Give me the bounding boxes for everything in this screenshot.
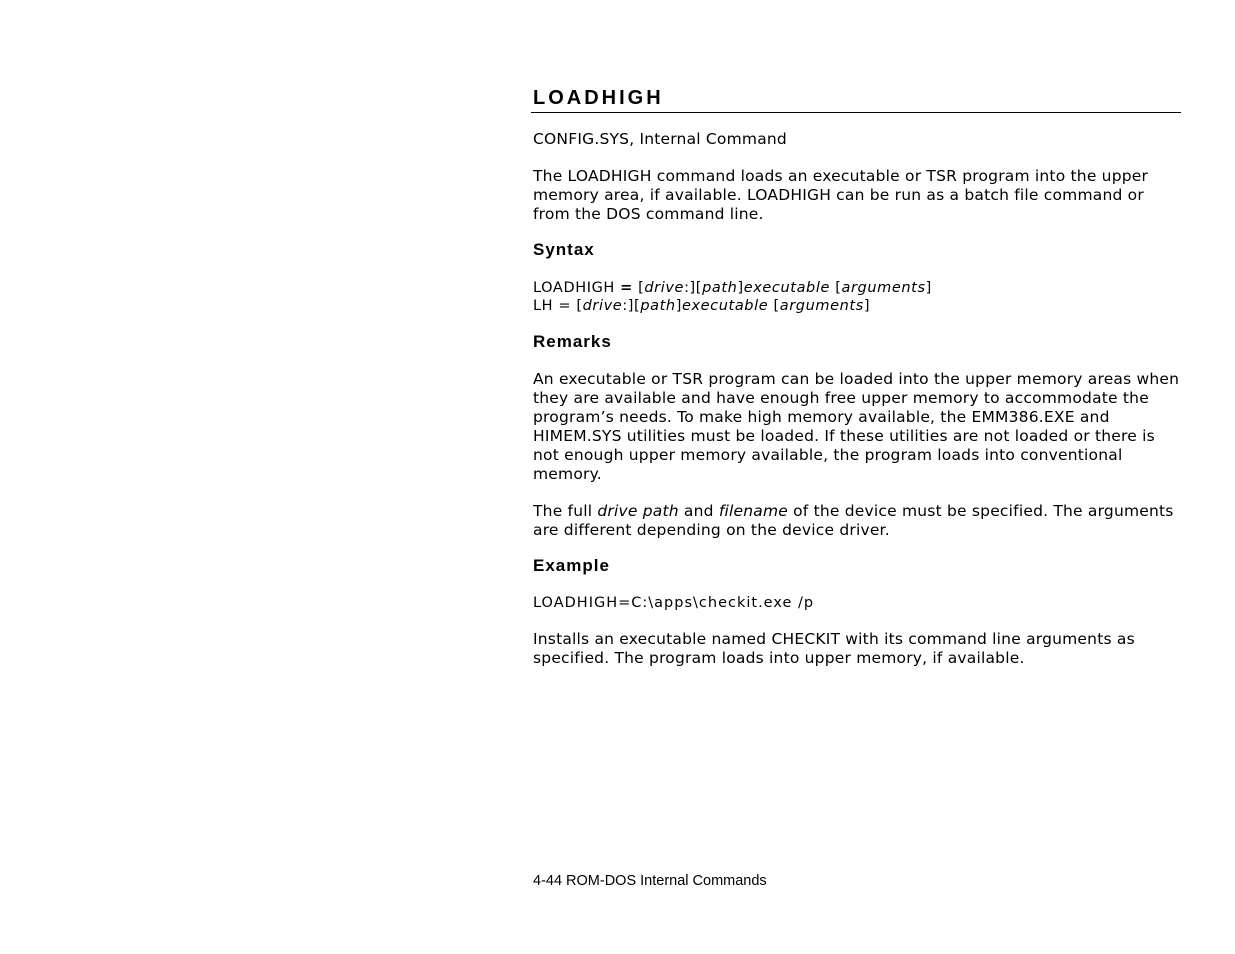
syntax-cmd: LOADHIGH	[533, 280, 621, 296]
remarks-text: of the device must be specified. The arguments are different depending on the device driver.	[533, 502, 1174, 539]
syntax-line-loadhigh	[533, 279, 1181, 297]
remarks-text: The full	[533, 502, 598, 520]
command-type: CONFIG.SYS, Internal Command	[533, 130, 787, 148]
syntax-executable: executable	[681, 298, 769, 314]
remarks-heading: Remarks	[533, 332, 612, 351]
syntax-line-lh	[533, 297, 1181, 315]
syntax-bracket: [	[830, 280, 842, 296]
syntax-bracket: ]	[675, 298, 682, 314]
syntax-arguments: arguments	[779, 298, 864, 314]
syntax-heading: Syntax	[533, 240, 595, 259]
syntax-bracket: ]	[863, 298, 871, 314]
syntax-path: path	[640, 298, 676, 314]
intro-paragraph: The LOADHIGH command loads an executable or TSR program into the upper memory area, if available. LOADHIGH can be run as a batch file command or from the DOS command line.	[533, 167, 1149, 223]
syntax-path: path	[702, 280, 738, 296]
page-footer: 4-44 ROM-DOS Internal Commands	[533, 873, 767, 889]
syntax-equals: =	[620, 280, 633, 296]
remarks-text: and	[678, 502, 719, 520]
remarks-paragraph: An executable or TSR program can be loaded into the upper memory areas when they are available and have enough free upper memory to accommodate the program’s needs. To make high memory available, the EMM386.EXE and HIMEM.SYS utilities must be loaded. If these utilities are not loaded or there is not enough upper memory available, the program loads into conventional memory.	[533, 370, 1180, 483]
syntax-bracket: ]	[737, 280, 744, 296]
example-code: LOADHIGH=C:\apps\checkit.exe /p	[533, 595, 815, 611]
syntax-cmd: LH = [	[533, 298, 583, 314]
drive-path-term: drive path	[597, 502, 679, 520]
filename-term: filename	[718, 502, 788, 520]
syntax-bracket: [	[632, 280, 645, 296]
syntax-bracket: :][	[622, 298, 641, 314]
syntax-block	[533, 279, 1181, 315]
syntax-bracket: [	[768, 298, 780, 314]
syntax-executable: executable	[743, 280, 831, 296]
remarks-paragraph-2	[533, 502, 1181, 540]
example-heading: Example	[533, 556, 610, 575]
page-title: LOADHIGH	[531, 86, 1181, 113]
syntax-drive: drive	[582, 298, 623, 314]
example-description: Installs an executable named CHECKIT with its command line arguments as specified. The program loads into upper memory, if available.	[533, 630, 1135, 667]
syntax-bracket: ]	[925, 280, 932, 296]
syntax-bracket: :][	[684, 280, 703, 296]
page-content	[533, 86, 1181, 668]
syntax-arguments: arguments	[841, 280, 926, 296]
syntax-drive: drive	[644, 280, 685, 296]
